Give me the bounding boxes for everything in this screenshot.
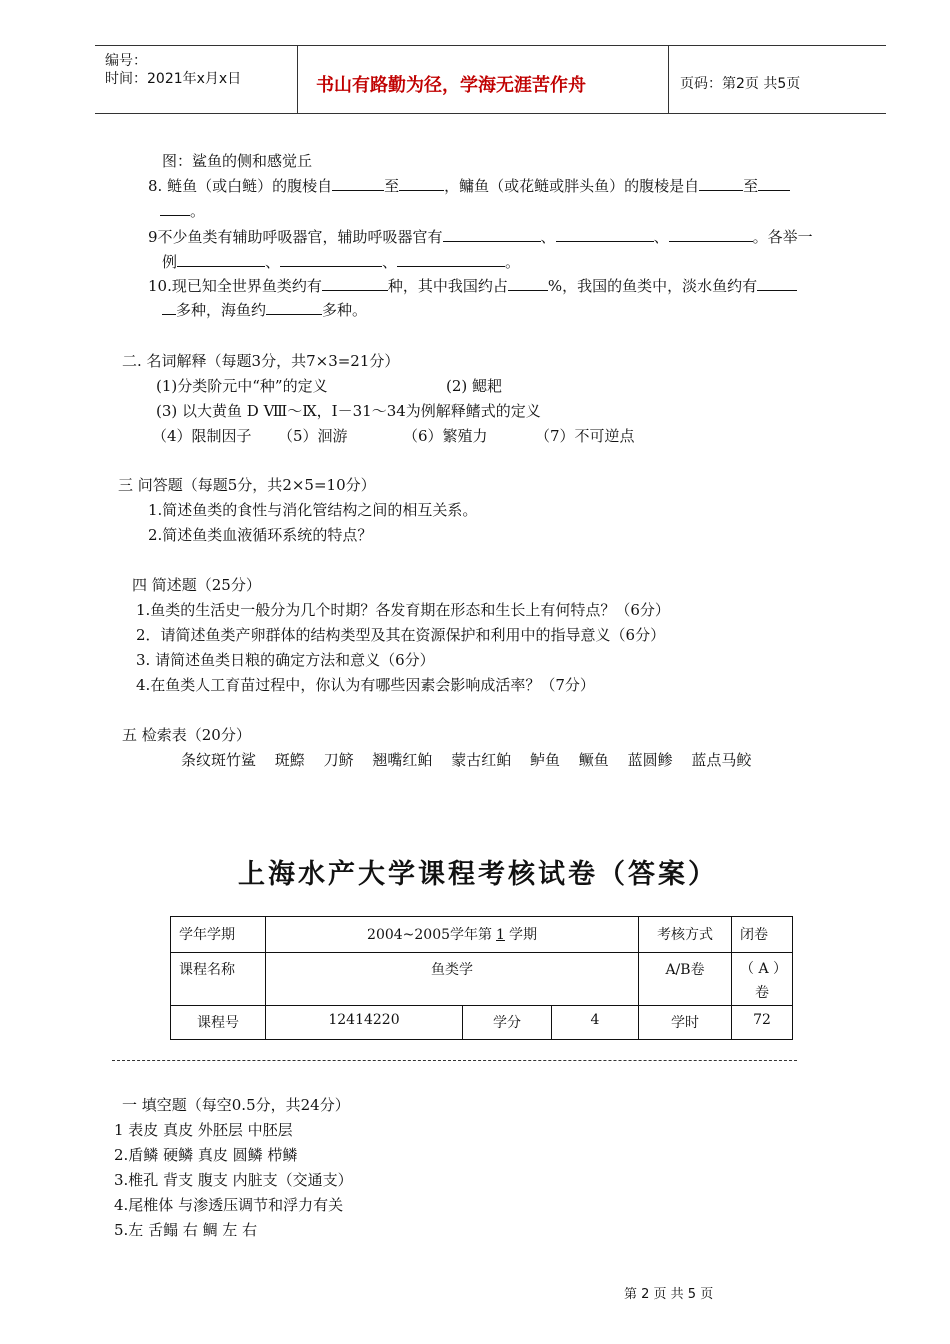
- blank: [177, 252, 265, 267]
- answer-line: 3.椎孔 背支 腹支 内脏支（交通支）: [114, 1171, 353, 1189]
- answer-line: 2.盾鳞 硬鳞 真皮 圆鳞 栉鳞: [114, 1146, 298, 1164]
- term-2: (2) 鳃耙: [446, 377, 503, 395]
- q9-text-a: 9不少鱼类有辅助呼吸器官，辅助呼吸器官有: [148, 228, 443, 246]
- blank: [322, 276, 388, 291]
- q9-sep: 、: [653, 228, 669, 246]
- term-3: (3) 以大黄鱼 D Ⅷ～Ⅸ，Ⅰ－31～34为例解释鳍式的定义: [156, 402, 541, 420]
- question-9-cont: [162, 251, 520, 272]
- header-bottom-rule: [95, 113, 886, 114]
- blank: [399, 176, 444, 191]
- credit-value: 4: [552, 1006, 639, 1040]
- course-name-label: 课程名称: [171, 953, 266, 1006]
- section4-q1: 1.鱼类的生活史一般分为几个时期？各发育期在形态和生长上有何特点？（6分）: [136, 601, 670, 619]
- blank: [280, 252, 382, 267]
- credit-label: 学分: [463, 1006, 552, 1040]
- page-footer: 第 2 页 共 5 页: [624, 1287, 714, 1302]
- q8-text-c: ，鳙鱼（或花鲢或胖头鱼）的腹棱是自: [444, 177, 700, 195]
- species-item: 鲈鱼: [529, 751, 560, 769]
- answers-title: 一 填空题（每空0.5分，共24分）: [122, 1096, 350, 1114]
- header-top-rule: [95, 45, 886, 46]
- term-7: （7）不可逆点: [535, 427, 635, 445]
- table-row: [171, 953, 793, 1006]
- q10-text-c: %，我国的鱼类中，淡水鱼约有: [547, 277, 758, 295]
- ab-value: [732, 953, 793, 1006]
- blank: [332, 176, 384, 191]
- semester-label: 学年学期: [171, 917, 266, 953]
- answer-line: 5.左 舌鳎 右 鲷 左 右: [114, 1221, 258, 1239]
- species-item: 蒙古红鲌: [451, 751, 512, 769]
- page-label: 页码：第2页 共5页: [680, 76, 801, 92]
- term-1: (1)分类阶元中“种”的定义: [156, 377, 328, 395]
- blank: [757, 276, 797, 291]
- term-5: （5）洄游: [278, 427, 348, 445]
- section4-q3: 3. 请简述鱼类日粮的确定方法和意义（6分）: [136, 651, 435, 669]
- q8-text-a: 8. 鲢鱼（或白鲢）的腹棱自: [148, 177, 333, 195]
- question-8-cont: [160, 200, 205, 221]
- hours-label: 学时: [639, 1006, 732, 1040]
- ab-label: A/B卷: [639, 953, 732, 1006]
- section4-q2: 2．请简述鱼类产卵群体的结构类型及其在资源保护和利用中的指导意义（6分）: [136, 626, 666, 644]
- q9-text-c: 例: [162, 253, 178, 271]
- q10-text-e: 多种。: [322, 301, 368, 319]
- question-9: [148, 226, 813, 247]
- species-item: 斑鰶: [274, 751, 305, 769]
- blank: [266, 300, 322, 315]
- q10-text-b: 种，其中我国约占: [387, 277, 508, 295]
- species-item: 蓝点马鲛: [691, 751, 752, 769]
- species-item: 蓝圆鲹: [627, 751, 673, 769]
- question-10: [148, 275, 797, 296]
- course-number-value: 12414220: [266, 1006, 463, 1040]
- header-divider-right: [668, 45, 669, 113]
- species-list: [181, 749, 751, 770]
- blank: [160, 201, 190, 216]
- blank: [443, 227, 541, 242]
- figure-caption: 图：鲨鱼的侧和感觉丘: [162, 152, 313, 170]
- blank: [397, 252, 505, 267]
- q8-text-d: 至: [743, 177, 759, 195]
- blank: [699, 176, 743, 191]
- header-motto: 书山有路勤为径，学海无涯苦作舟: [316, 75, 586, 96]
- ab-value-a: （ A ）: [740, 961, 788, 977]
- hours-value: 72: [732, 1006, 793, 1040]
- section4-q4: 4.在鱼类人工育苗过程中，你认为有哪些因素会影响成活率？（7分）: [136, 676, 595, 694]
- course-number-label: 课程号: [171, 1006, 266, 1040]
- species-item: 刀鲚: [323, 751, 354, 769]
- question-8: [148, 175, 790, 196]
- blank: [669, 227, 753, 242]
- species-item: 条纹斑竹鲨: [181, 751, 257, 769]
- semester-value: [266, 917, 639, 953]
- q9-text-b: 。各举一: [752, 228, 813, 246]
- question-10-cont: [162, 299, 367, 320]
- ab-value-b: 卷: [755, 985, 769, 1001]
- blank: [162, 300, 176, 315]
- q10-text-d: 多种，海鱼约: [176, 301, 267, 319]
- section3-q2: 2.简述鱼类血液循环系统的特点？: [148, 526, 373, 544]
- q8-end: 。: [190, 202, 206, 220]
- blank: [556, 227, 654, 242]
- q9-sep: 、: [382, 253, 398, 271]
- time-label: 时间：2021年x月x日: [105, 71, 242, 87]
- section3-title: 三 问答题（每题5分，共2×5=10分）: [118, 476, 376, 494]
- course-name-value: 鱼类学: [266, 953, 639, 1006]
- q8-text-b: 至: [384, 177, 400, 195]
- species-item: 鳜鱼: [578, 751, 609, 769]
- serial-label: 编号：: [105, 53, 147, 69]
- table-row: [171, 917, 793, 953]
- dashed-divider: [112, 1060, 797, 1061]
- section4-title: 四 简述题（25分）: [132, 576, 261, 594]
- exam-type-value: 闭卷: [732, 917, 793, 953]
- species-item: 翘嘴红鲌: [372, 751, 433, 769]
- term-6: （6）繁殖力: [403, 427, 488, 445]
- course-info-table: [170, 916, 793, 1040]
- answer-line: 1 表皮 真皮 外胚层 中胚层: [114, 1121, 293, 1139]
- q9-sep: 、: [540, 228, 556, 246]
- blank: [508, 276, 548, 291]
- semester-number: 1: [496, 927, 505, 943]
- blank: [758, 176, 790, 191]
- section3-q1: 1.简述鱼类的食性与消化管结构之间的相互关系。: [148, 501, 478, 519]
- q9-sep: 、: [265, 253, 281, 271]
- answer-line: 4.尾椎体 与渗透压调节和浮力有关: [114, 1196, 344, 1214]
- header-divider-left: [297, 45, 298, 113]
- term-4: （4）限制因子: [152, 427, 252, 445]
- semester-value-a: 2004~2005学年第: [367, 927, 493, 943]
- q9-end: 。: [505, 253, 521, 271]
- semester-value-b: 学期: [508, 927, 537, 943]
- exam-type-label: 考核方式: [639, 917, 732, 953]
- answer-title: 上海水产大学课程考核试卷（答案）: [238, 859, 718, 890]
- section5-title: 五 检索表（20分）: [122, 726, 251, 744]
- section2-title: 二. 名词解释（每题3分，共7×3=21分）: [122, 352, 400, 370]
- table-row: [171, 1006, 793, 1040]
- q10-text-a: 10.现已知全世界鱼类约有: [148, 277, 322, 295]
